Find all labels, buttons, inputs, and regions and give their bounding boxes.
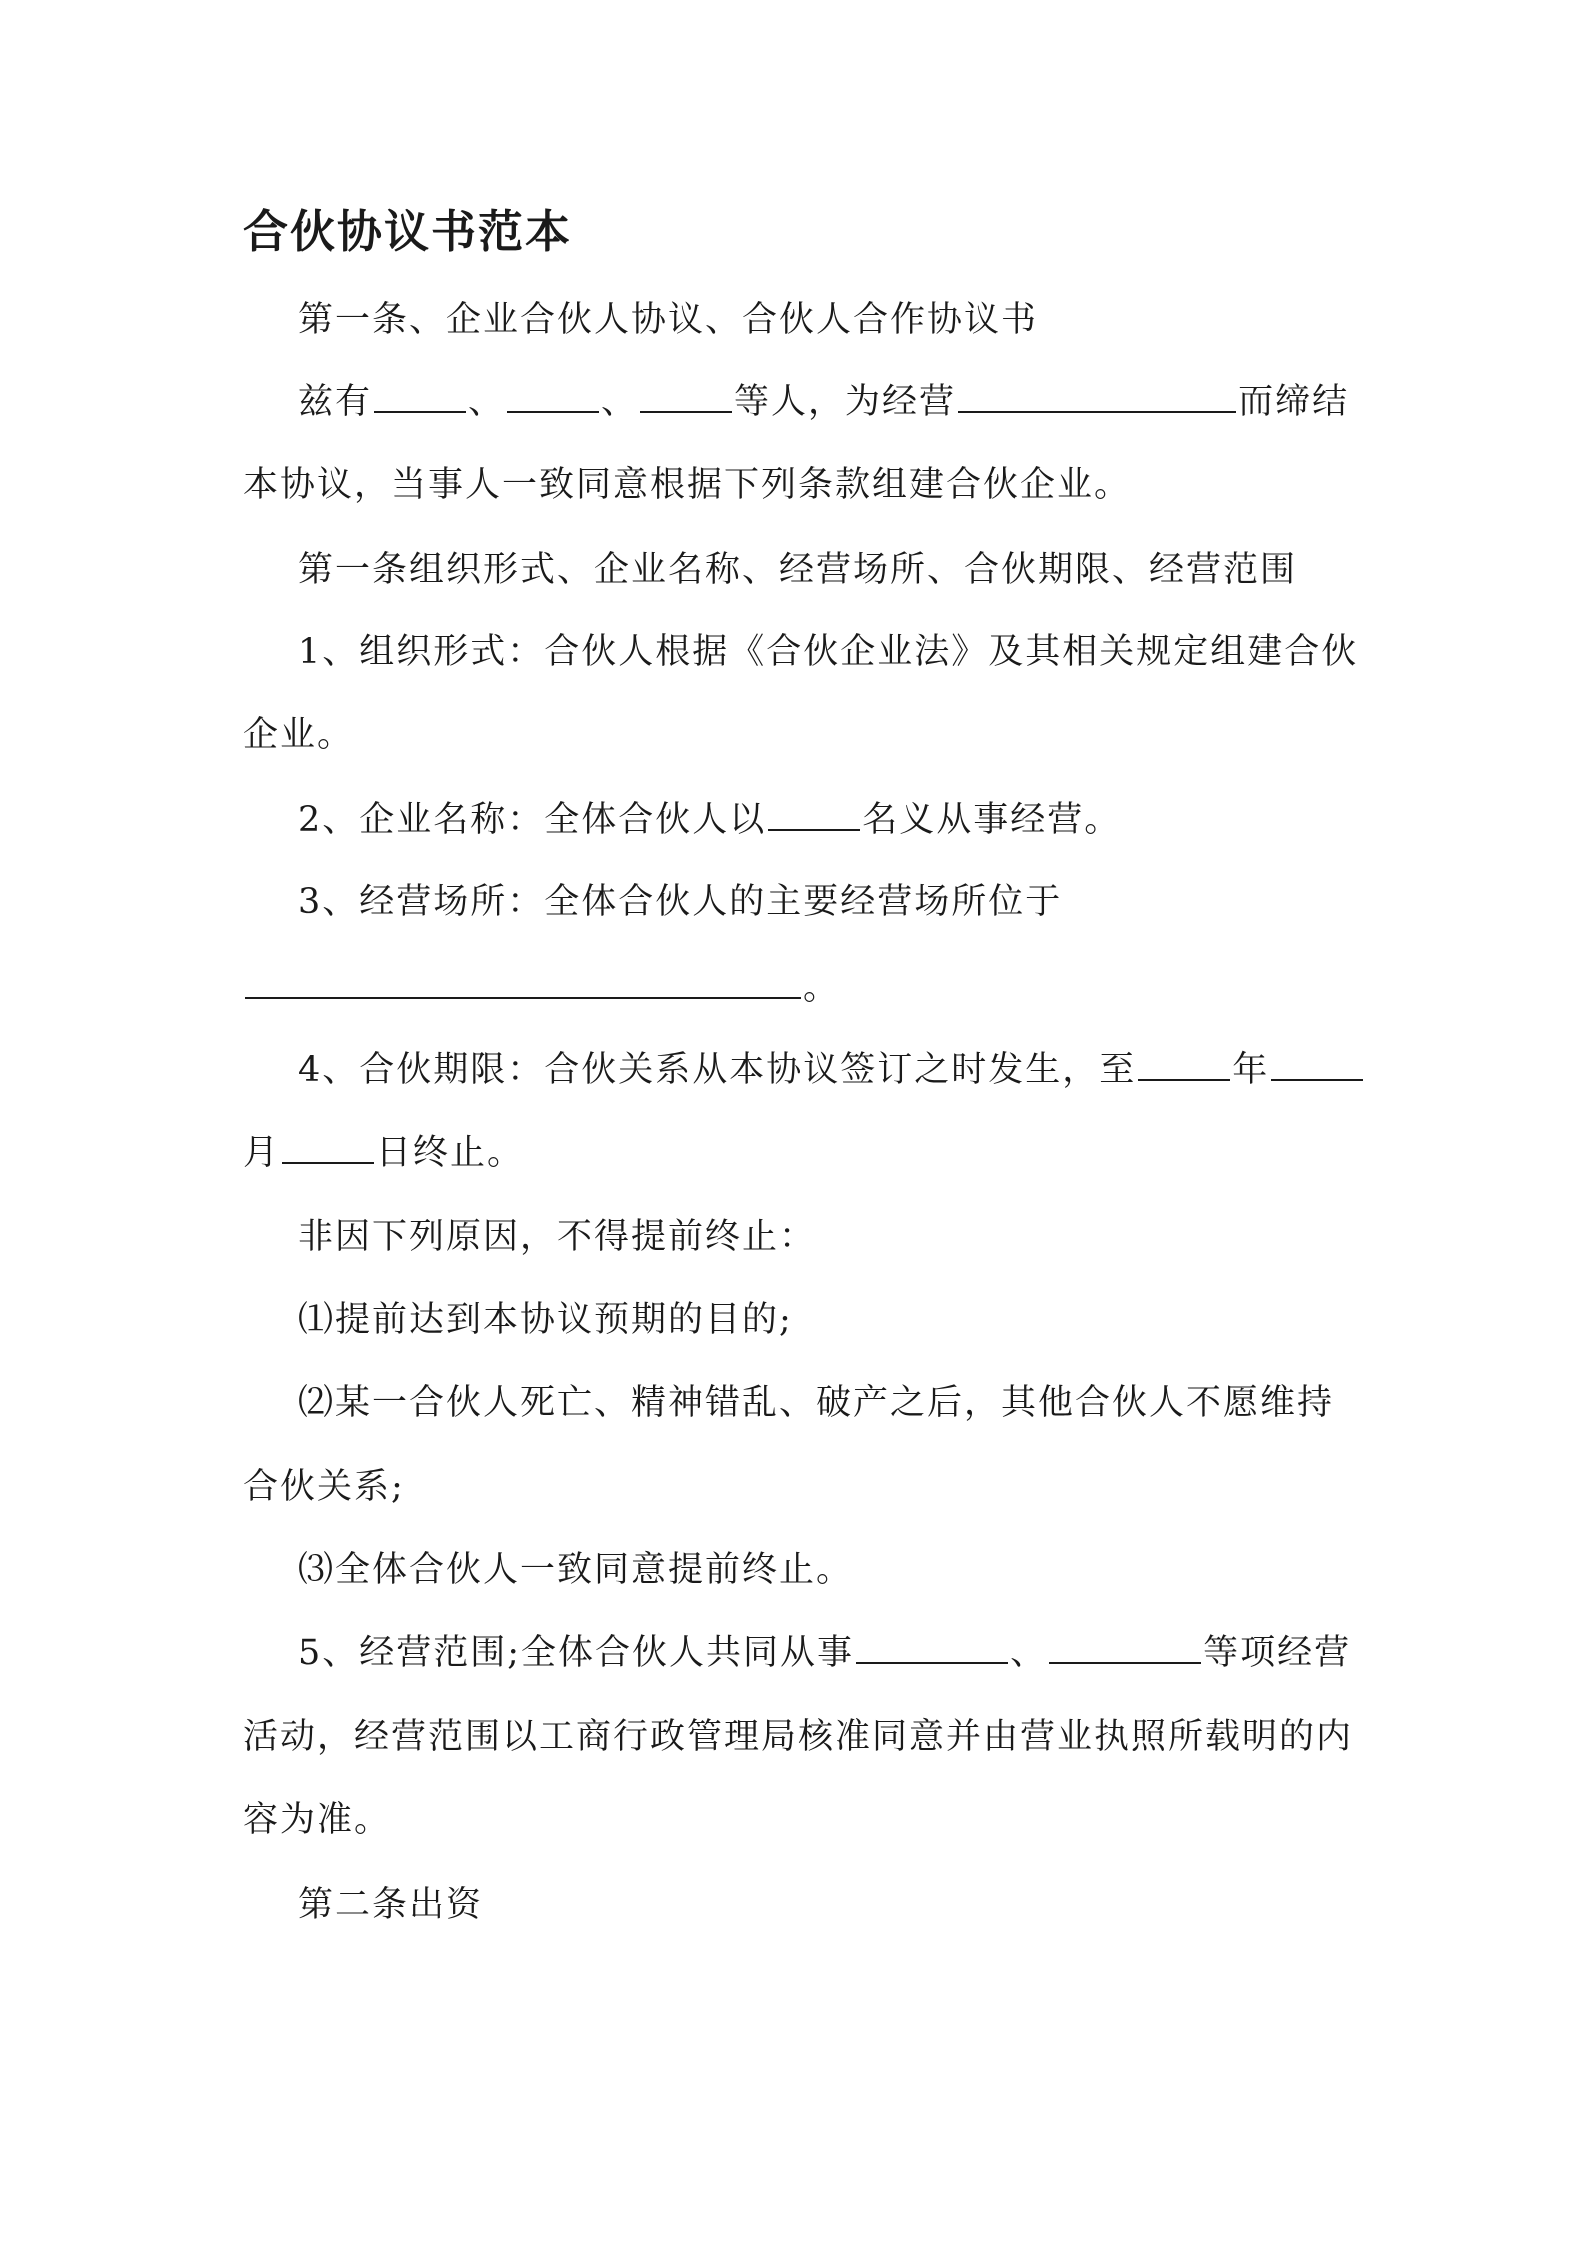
item-2-after: 名义从事经营。: [862, 800, 1122, 840]
intro-text-3: 而缔结: [1238, 382, 1350, 422]
item-4-month: 月: [243, 1133, 281, 1173]
termination-intro: 非因下列原因，不得提前终止：: [298, 1217, 817, 1257]
item-4-line-2: [243, 1128, 524, 1178]
item-3-end: 。: [803, 968, 841, 1008]
reason-2-line-1: ⑵某一合伙人死亡、精神错乱、破产之后，其他合伙人不愿维持: [298, 1383, 1335, 1423]
item-3-line-2: [243, 963, 840, 1013]
item-5-line-3: 容为准。: [243, 1800, 392, 1840]
blank-partner-1: [374, 381, 466, 413]
item-2-before: 2、企业名称：全体合伙人以: [298, 800, 767, 840]
blank-business: [958, 381, 1236, 413]
item-5-line-2: 活动，经营范围以工商行政管理局核准同意并由营业执照所载明的内: [243, 1717, 1354, 1757]
blank-partner-2: [507, 381, 599, 413]
intro-sep-2: 、: [601, 382, 639, 422]
item-3-line-1: 3、经营场所：全体合伙人的主要经营场所位于: [298, 882, 1063, 922]
intro-sep-1: 、: [468, 382, 506, 422]
blank-business-scope-2: [1049, 1632, 1201, 1664]
item-1-line-1: 1、组织形式：合伙人根据《合伙企业法》及其相关规定组建合伙: [298, 632, 1359, 672]
item-4-year: 年: [1232, 1050, 1270, 1090]
item-4-line-1: [298, 1045, 1365, 1095]
intro-line-1: [298, 377, 1349, 427]
reason-3: ⑶全体合伙人一致同意提前终止。: [298, 1550, 854, 1590]
item-1-line-2: 企业。: [243, 715, 355, 755]
document-title: 合伙协议书范本: [243, 205, 573, 258]
heading-1: 第一条、企业合伙人协议、合伙人合作协议书: [298, 300, 1039, 340]
item-5-after: 等项经营: [1203, 1633, 1352, 1673]
item-2: [298, 795, 1121, 845]
article-1-heading: 第一条组织形式、企业名称、经营场所、合伙期限、经营范围: [298, 550, 1298, 590]
blank-month: [1271, 1049, 1363, 1081]
article-2-heading: 第二条出资: [298, 1885, 484, 1925]
item-4-before: 4、合伙期限：合伙关系从本协议签订之时发生，至: [298, 1050, 1137, 1090]
blank-company-name: [768, 799, 860, 831]
item-4-day-end: 日终止。: [376, 1133, 525, 1173]
item-5-sep: 、: [1010, 1633, 1048, 1673]
item-5-line-1: [298, 1628, 1351, 1678]
reason-2-line-2: 合伙关系;: [243, 1467, 405, 1507]
item-5-before: 5、经营范围;全体合伙人共同从事: [298, 1633, 855, 1673]
intro-line-2: 本协议，当事人一致同意根据下列条款组建合伙企业。: [243, 465, 1132, 505]
reason-1: ⑴提前达到本协议预期的目的;: [298, 1300, 793, 1340]
blank-day: [282, 1132, 374, 1164]
intro-text-1: 兹有: [298, 382, 373, 422]
intro-text-2: 等人，为经营: [734, 382, 957, 422]
blank-partner-3: [640, 381, 732, 413]
blank-business-scope-1: [856, 1632, 1008, 1664]
blank-year: [1138, 1049, 1230, 1081]
blank-business-address: [245, 967, 801, 999]
